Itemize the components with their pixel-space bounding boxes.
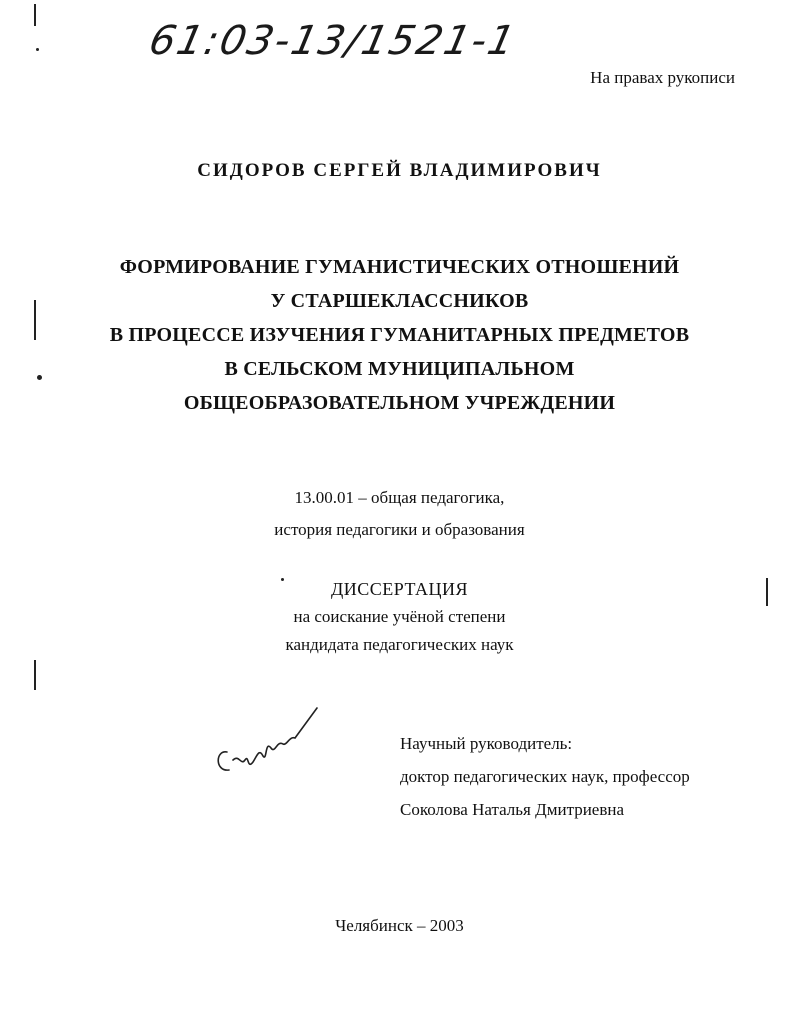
degree-block — [0, 575, 799, 659]
specialty-line: 13.00.01 – общая педагогика, — [294, 488, 505, 507]
title-line: В ПРОЦЕССЕ ИЗУЧЕНИЯ ГУМАНИТАРНЫХ ПРЕДМЕТОВ — [109, 324, 690, 346]
degree-line: кандидата педагогических наук — [285, 635, 514, 654]
dissertation-title — [20, 250, 779, 420]
scan-edge-mark — [34, 660, 36, 690]
supervisor-block — [400, 727, 690, 826]
degree-line: на соискание учёной степени — [293, 607, 506, 626]
scan-edge-mark — [34, 4, 36, 26]
scan-dot — [36, 48, 39, 51]
title-line: ОБЩЕОБРАЗОВАТЕЛЬНОМ УЧРЕЖДЕНИИ — [183, 392, 616, 414]
city-year: Челябинск – 2003 — [335, 916, 464, 935]
title-line: В СЕЛЬСКОМ МУНИЦИПАЛЬНОМ — [224, 358, 575, 380]
title-line: ФОРМИРОВАНИЕ ГУМАНИСТИЧЕСКИХ ОТНОШЕНИЙ — [119, 256, 680, 278]
archive-code: 61:03-13/1521-1 — [145, 18, 521, 64]
supervisor-label: Научный руководитель: — [400, 734, 573, 753]
supervisor-name: Соколова Наталья Дмитриевна — [400, 800, 625, 819]
specialty — [0, 482, 799, 546]
dissertation-heading: ДИССЕРТАЦИЯ — [330, 579, 469, 599]
specialty-line: история педагогики и образования — [274, 520, 525, 539]
handwritten-signature — [205, 700, 335, 780]
author-name: СИДОРОВ СЕРГЕЙ ВЛАДИМИРОВИЧ — [197, 160, 602, 181]
title-line: У СТАРШЕКЛАССНИКОВ — [270, 290, 529, 312]
rights-note: На правах рукописи — [590, 68, 735, 87]
supervisor-degree: доктор педагогических наук, профессор — [400, 767, 690, 786]
